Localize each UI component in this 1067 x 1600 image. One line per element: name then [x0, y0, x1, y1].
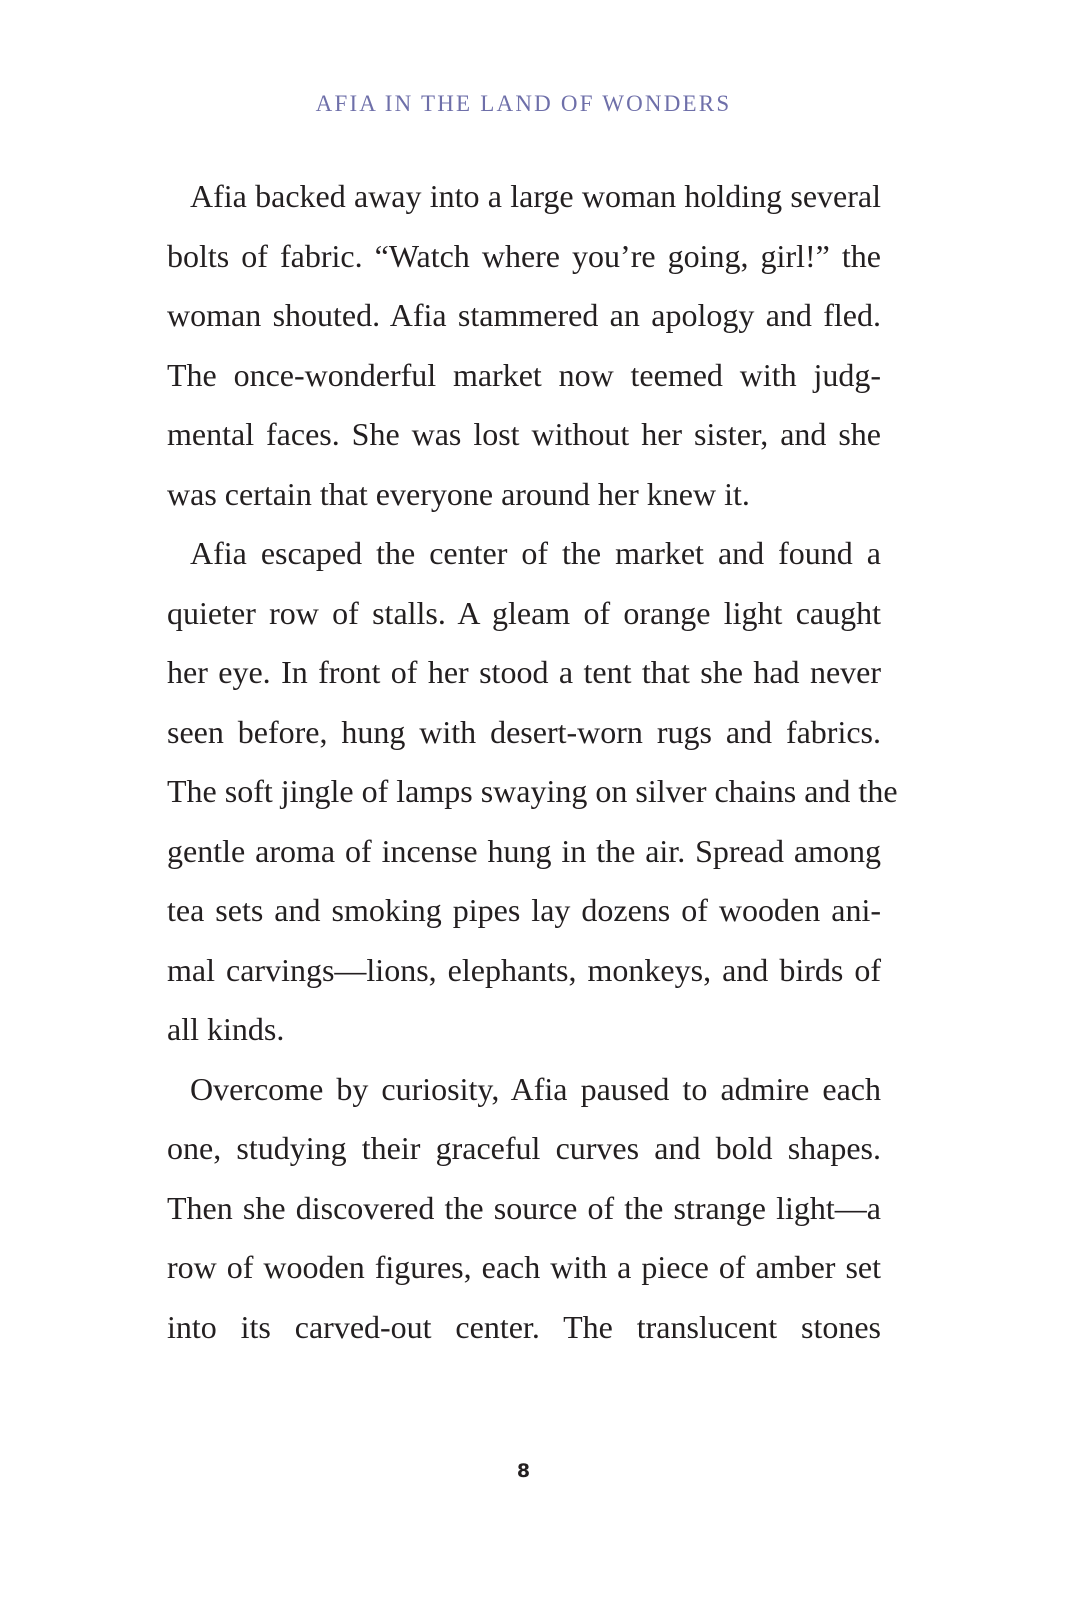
- text-line: mental faces. She was lost without her sister, and she: [167, 416, 881, 452]
- text-line: one, studying their graceful curves and bold shapes.: [167, 1130, 881, 1166]
- text-line: The once-wonderful market now teemed with judg-: [167, 356, 881, 393]
- text-line: her eye. In front of her stood a tent that she had never: [167, 654, 881, 690]
- text-line: Afia escaped the center of the market and found a: [190, 535, 881, 571]
- text-line: Overcome by curiosity, Afia paused to admire each: [190, 1070, 881, 1107]
- text-line: bolts of fabric. “Watch where you’re going, girl!” the: [167, 237, 881, 274]
- page-number: 8: [516, 1460, 531, 1482]
- text-line: seen before, hung with desert-worn rugs and fabrics.: [167, 713, 881, 750]
- text-line: was certain that everyone around her knew it.: [167, 475, 750, 512]
- text-line: Afia backed away into a large woman holding several: [190, 178, 881, 214]
- text-line: into its carved-out center. The translucent stones: [167, 1308, 881, 1345]
- text-line: Then she discovered the source of the strange light—a: [167, 1189, 881, 1226]
- text-line: woman shouted. Afia stammered an apology and fled.: [167, 297, 881, 333]
- text-line: quieter row of stalls. A gleam of orange light caught: [167, 594, 881, 631]
- text-line: The soft jingle of lamps swaying on silver chains and the: [167, 773, 898, 809]
- body-text: [167, 167, 898, 1357]
- text-line: row of wooden figures, each with a piece of amber set: [167, 1249, 881, 1285]
- text-line: tea sets and smoking pipes lay dozens of wooden ani-: [167, 892, 881, 928]
- running-head: AFIA IN THE LAND OF WONDERS: [315, 91, 732, 116]
- text-line: mal carvings—lions, elephants, monkeys, and birds of: [167, 951, 881, 988]
- text-line: all kinds.: [167, 1011, 285, 1047]
- text-line: gentle aroma of incense hung in the air. Spread among: [167, 832, 881, 869]
